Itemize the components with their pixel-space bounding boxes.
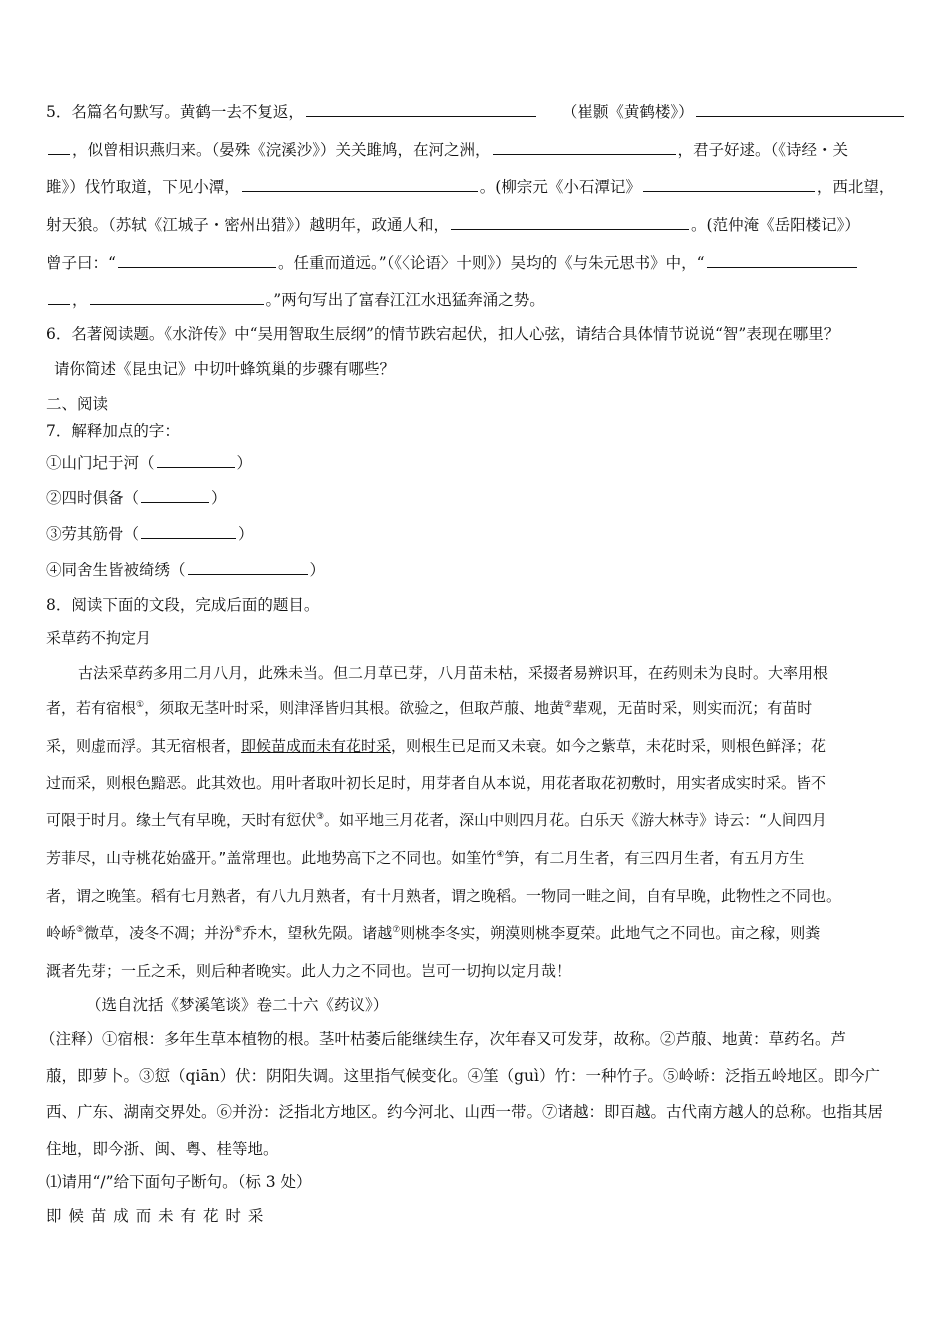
q5-text: （崔颢《黄鹤楼》） [561,103,694,121]
q5-text: 。”两句写出了富春江江水迅猛奔涌之势。 [265,291,545,309]
item-paren: ） [211,489,227,507]
item-number: ① [46,454,62,472]
item-number: ③ [46,525,62,543]
passage-text: 可限于时月。缘土气有早晚，天时有愆伏 [46,811,317,829]
item-text: 山门圮于河（ [61,454,155,472]
passage-text: ，则根生已足而又未衰。如今之紫草，未花时采，则根色鲜泽；花 [391,737,827,755]
passage-text: 辈观，无苗时采，则实而沉；有苗时 [572,699,813,717]
passage-line [46,923,910,943]
passage-text: 岭峤 [46,924,77,942]
q7-item-1 [46,452,910,473]
item-text: 四时俱备（ [61,489,140,507]
answer-blank[interactable] [157,452,235,468]
footnote-mark: ① [136,700,145,710]
q8-title: 8．阅读下面的文段，完成后面的题目。 [46,596,320,614]
passage-line [46,698,910,718]
passage-title: 采草药不拘定月 [46,629,152,647]
answer-blank[interactable] [493,139,676,155]
q6-line-1: 6．名著阅读题。《水浒传》中“吴用智取生辰纲”的情节跌宕起伏，扣人心弦，请结合具体情节说说“智”表现在哪里？ [46,325,840,343]
item-paren: ） [309,561,326,579]
answer-blank[interactable] [141,487,209,503]
passage-source: （选自沈括《梦溪笔谈》卷二十六《药议》） [86,996,389,1014]
passage-line: 过而采，则根色黯恶。此其效也。用叶者取叶初长足时，用芽者自从本说，用花者取花初敷时，用实者成实时采。皆不 [46,774,827,792]
answer-blank[interactable] [48,139,70,155]
q5-text: 。(柳宗元《小石潭记》 [479,178,641,196]
note-line: 西、广东、湖南交界处。⑥并汾：泛指北方地区。约今河北、山西一带。⑦诸越：即百越。古代南方越人的总称。也指其居 [46,1103,884,1121]
answer-blank[interactable] [707,252,857,268]
passage-text: 乔木，望秋先陨。诸越 [242,924,393,942]
q6-line-2: 请你简述《昆虫记》中切叶蜂筑巢的步骤有哪些？ [54,360,396,378]
answer-blank[interactable] [188,559,308,575]
item-paren: ） [238,525,254,543]
q5-line-3 [46,176,910,197]
q7-item-3 [46,523,910,544]
passage-line: 溉者先芽；一丘之禾，则后种者晚实。此人力之不同也。岂可一切拘以定月哉！ [46,962,572,980]
footnote-mark: ② [564,700,573,710]
footnote-mark: ⑦ [392,925,401,935]
answer-blank[interactable] [90,289,264,305]
q5-line-6 [46,289,910,310]
q7-title: 7．解释加点的字： [46,422,180,440]
q5-text: ，君子好逑。（《诗经・关 [677,141,849,159]
q5-text: 雎》）伐竹取道，下见小潭， [46,178,240,196]
q5-text: ，西北望， [816,178,895,196]
item-text: 劳其筋骨（ [61,525,140,543]
note-line: 住地，即今浙、闽、粤、桂等地。 [46,1140,279,1158]
item-paren: ） [236,454,253,472]
answer-blank[interactable] [306,101,536,117]
q5-text: ，似曾相识燕归来。（晏殊《浣溪沙》）关关雎鸠，在河之洲， [72,141,491,159]
note-line: 菔，即萝卜。③愆（qiān）伏：阴阳失调。这里指气候变化。④筀（guì）竹：一种竹子。⑤岭峤：泛指五岭地区。即今广 [46,1067,880,1085]
footnote-mark: ④ [496,850,505,860]
q5-text: 。任重而道远。”（《〈论语〉十则》）吴均的《与朱元思书》中，“ [277,254,705,272]
note-line: （注释）①宿根：多年生草本植物的根。茎叶枯萎后能继续生存，次年春又可发芽，故称。②芦菔、地黄：草药名。芦 [40,1030,847,1048]
passage-line: 者，谓之晚筀。稻有七月熟者，有八九月熟者，有十月熟者，谓之晚稻。一物同一畦之间，自有早晚，此物性之不同也。 [46,887,842,905]
underlined-sentence: 即候苗成而未有花时采 [241,737,392,755]
passage-text: 笋，有二月生者，有三四月生者，有五月方生 [504,849,805,867]
passage-text: 。如平地三月花者，深山中则四月花。白乐天《游大林寺》诗云：“人间四月 [324,811,827,829]
q7-item-2 [46,487,910,508]
passage-line: 古法采草药多用二月八月，此殊未当。但二月草已芽，八月苗未枯，采掇者易辨识耳，在药则未为良时。大率用根 [78,664,829,682]
q5-line-2 [46,139,910,160]
passage-line [46,736,910,756]
footnote-mark: ⑥ [234,925,243,935]
passage-text: 采，则虚而浮。其无宿根者， [46,737,242,755]
answer-blank[interactable] [451,214,689,230]
footnote-mark: ⑤ [76,925,85,935]
passage-line [46,848,910,868]
q5-line-1 [46,101,910,122]
q5-text: 曾子曰：“ [46,254,116,272]
q5-line-4 [46,214,910,235]
q7-item-4 [46,559,910,580]
sentence-to-punctuate: 即 候 苗 成 而 未 有 花 时 采 [46,1207,265,1225]
item-number: ② [46,489,62,507]
q5-line-5 [46,252,910,273]
sub-question-1: ⑴请用“/”给下面句子断句。（标 3 处） [46,1173,312,1191]
passage-text: 者，若有宿根 [46,699,137,717]
q5-text: 5．名篇名句默写。黄鹤一去不复返， [46,103,304,121]
passage-text: 芳菲尽，山寺桃花始盛开。”盖常理也。此地势高下之不同也。如筀竹 [46,849,497,867]
footnote-mark: ③ [316,812,325,822]
answer-blank[interactable] [242,176,478,192]
passage-text: ，须取无茎叶时采，则津泽皆归其根。欲验之，但取芦菔、地黄 [144,699,565,717]
q5-text: ， [72,291,88,309]
passage-text: 则桃李冬实，朔漠则桃李夏荣。此地气之不同也。亩之稼，则粪 [400,924,821,942]
q5-text: 射天狼。（苏轼《江城子・密州出猎》）越明年，政通人和， [46,216,450,234]
answer-blank[interactable] [118,252,276,268]
section-title: 二、阅读 [46,395,109,413]
answer-blank[interactable] [141,523,236,539]
passage-text: 微草，凌冬不凋；并汾 [84,924,235,942]
answer-blank[interactable] [48,289,70,305]
passage-line [46,810,910,830]
answer-blank[interactable] [643,176,815,192]
answer-blank[interactable] [696,101,904,117]
item-text: 同舍生皆被绮绣（ [61,561,186,579]
q5-text: 。(范仲淹《岳阳楼记》） [691,216,860,234]
item-number: ④ [46,561,62,579]
